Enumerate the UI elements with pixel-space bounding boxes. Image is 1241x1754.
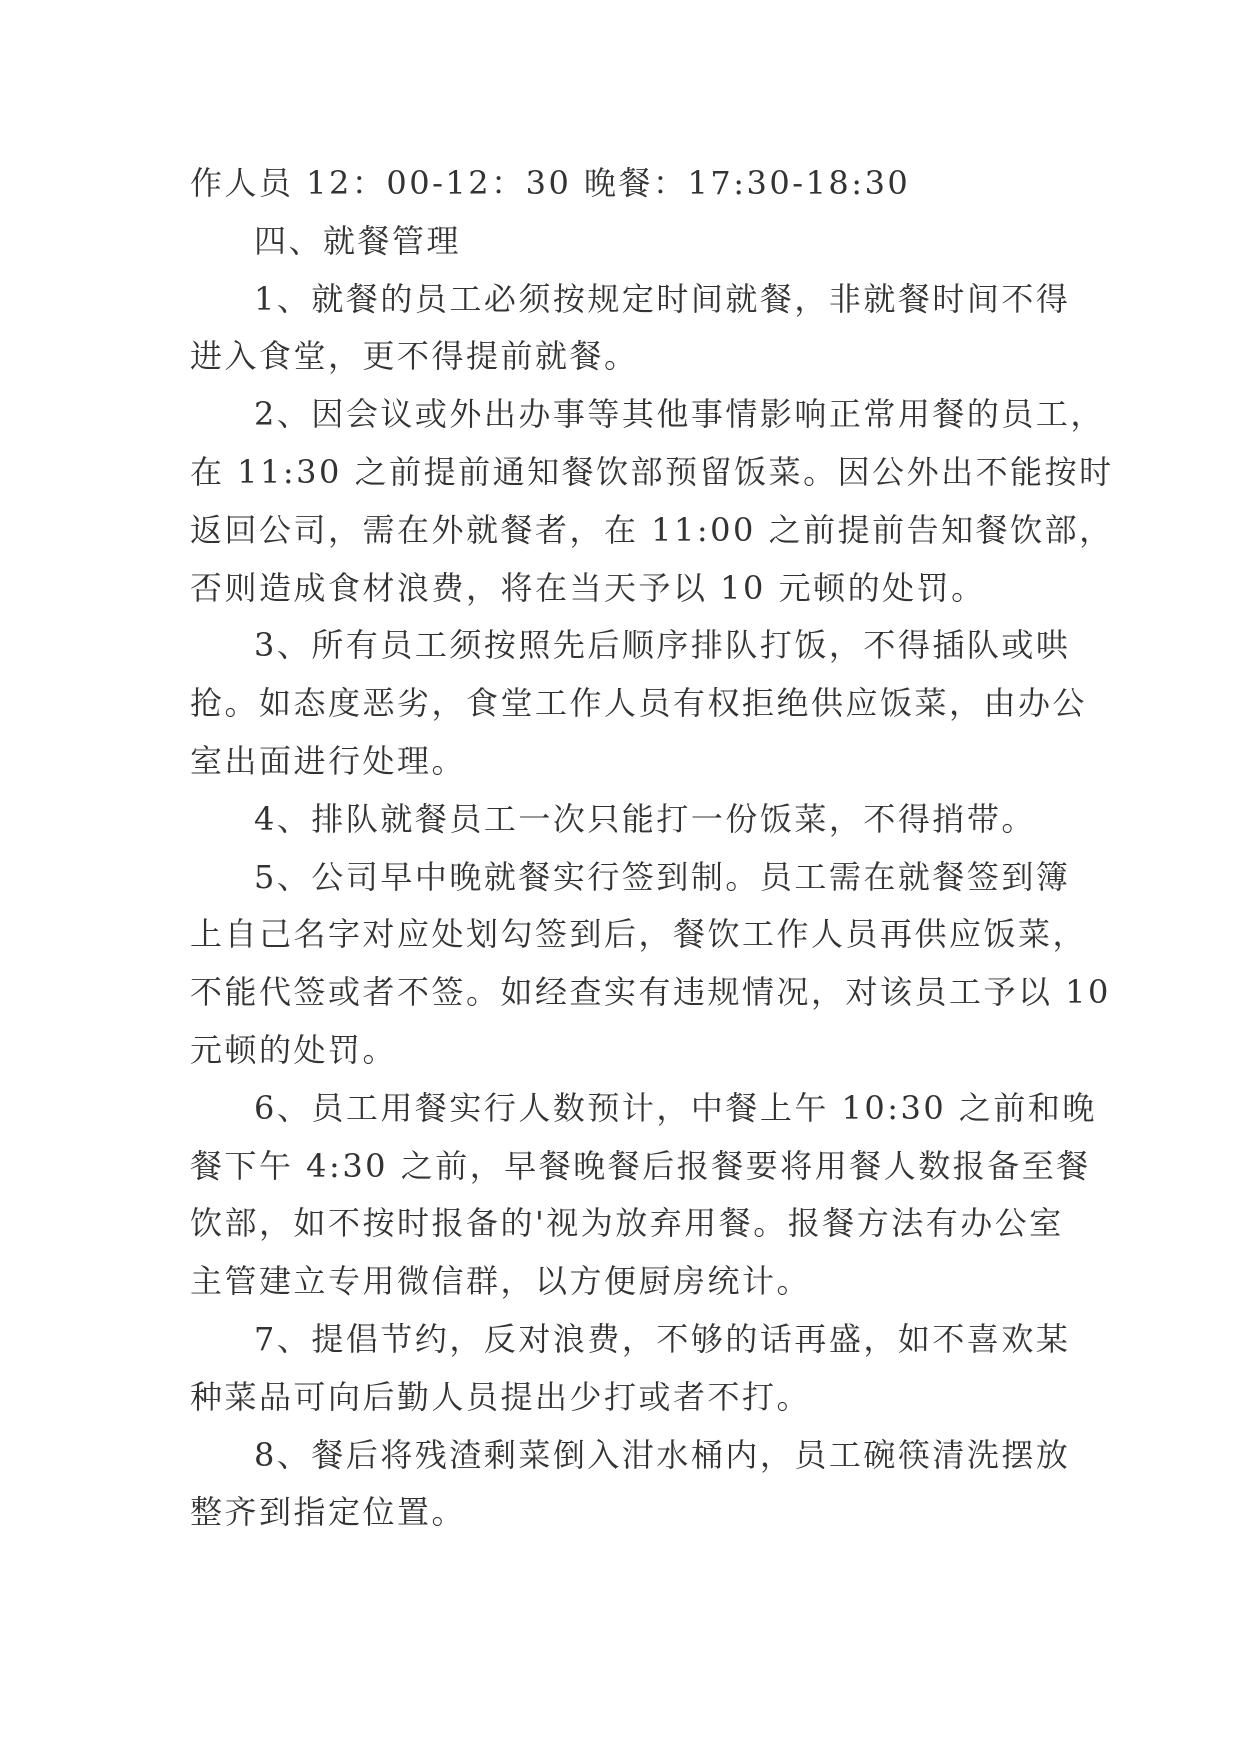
text-line: 1、就餐的员工必须按规定时间就餐，非就餐时间不得	[254, 279, 1071, 318]
text-line: 元顿的处罚。	[190, 1030, 398, 1069]
text-line: 餐下午 4:30 之前，早餐晚餐后报餐要将用餐人数报备至餐	[190, 1146, 1091, 1185]
text-line: 3、所有员工须按照先后顺序排队打饭，不得插队或哄	[254, 626, 1071, 665]
text-line: 整齐到指定位置。	[190, 1493, 467, 1532]
text-line: 否则造成食材浪费，将在当天予以 10 元顿的处罚。	[190, 568, 986, 607]
text-line: 2、因会议或外出办事等其他事情影响正常用餐的员工，	[254, 395, 1105, 434]
text-line: 8、餐后将残渣剩菜倒入泔水桶内，员工碗筷清洗摆放	[254, 1435, 1071, 1474]
text-line: 4、排队就餐员工一次只能打一份饭菜，不得捎带。	[254, 799, 1036, 838]
text-line: 不能代签或者不签。如经查实有违规情况，对该员工予以 10	[190, 973, 1111, 1012]
text-line: 7、提倡节约，反对浪费，不够的话再盛，如不喜欢某	[254, 1319, 1071, 1358]
text-line: 抢。如态度恶劣，食堂工作人员有权拒绝供应饭菜，由办公	[190, 684, 1088, 723]
text-line: 进入食堂，更不得提前就餐。	[190, 337, 639, 376]
text-line: 5、公司早中晚就餐实行签到制。员工需在就餐签到簿	[254, 857, 1071, 896]
text-line: 室出面进行处理。	[190, 741, 467, 780]
text-line: 种菜品可向后勤人员提出少打或者不打。	[190, 1377, 812, 1416]
text-line: 6、员工用餐实行人数预计，中餐上午 10:30 之前和晚	[254, 1088, 1097, 1127]
section-heading: 四、就餐管理	[254, 221, 462, 260]
text-line: 饮部，如不按时报备的'视为放弃用餐。报餐方法有办公室	[190, 1204, 1064, 1243]
document-body	[190, 155, 1114, 1542]
text-line: 在 11:30 之前提前通知餐饮部预留饭菜。因公外出不能按时	[190, 452, 1114, 491]
text-line: 主管建立专用微信群，以方便厨房统计。	[190, 1262, 812, 1301]
text-line: 作人员 12：00-12：30 晚餐：17:30-18:30	[190, 164, 911, 202]
text-line: 上自己名字对应处划勾签到后，餐饮工作人员再供应饭菜，	[190, 915, 1088, 954]
text-line: 返回公司，需在外就餐者，在 11:00 之前提前告知餐饮部，	[190, 510, 1114, 549]
